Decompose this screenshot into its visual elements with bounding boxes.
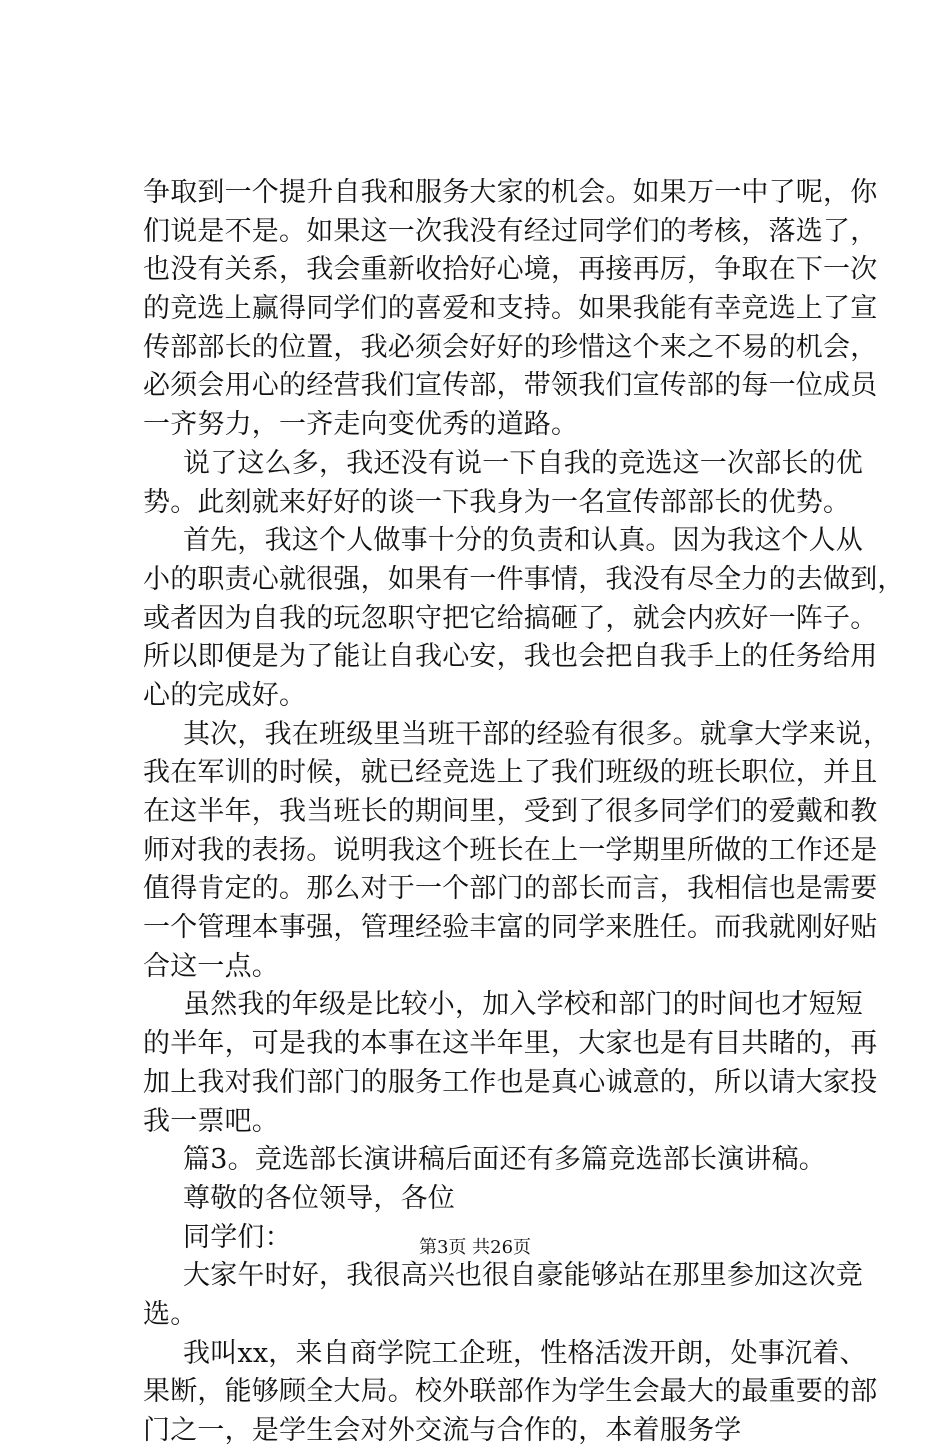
- text-line: 一齐努力，一齐走向变优秀的道路。: [143, 409, 579, 441]
- text-line: 尊敬的各位领导，各位: [183, 1182, 455, 1214]
- page-footer: 第3页 共26页: [418, 1237, 532, 1258]
- text-line: 我一票吧。: [143, 1105, 279, 1137]
- text-line: 同学们：: [183, 1221, 292, 1253]
- text-line: 必须会用心的经营我们宣传部，带领我们宣传部的每一位成员: [143, 370, 878, 402]
- text-line: 们说是不是。如果这一次我没有经过同学们的考核，落选了，: [143, 215, 878, 247]
- text-line: 大家午时好，我很高兴也很自豪能够站在那里参加这次竞: [183, 1260, 863, 1292]
- text-line: 小的职责心就很强，如果有一件事情，我没有尽全力的去做到，: [143, 563, 905, 595]
- text-line: 门之一，是学生会对外交流与合作的，本着服务学: [143, 1415, 742, 1446]
- text-line: 所以即便是为了能让自我心安，我也会把自我手上的任务给用: [143, 641, 878, 673]
- text-line: 加上我对我们部门的服务工作也是真心诚意的，所以请大家投: [143, 1066, 878, 1098]
- text-line: 的竞选上赢得同学们的喜爱和支持。如果我能有幸竞选上了宣: [143, 293, 878, 325]
- text-line: 说了这么多，我还没有说一下自我的竞选这一次部长的优: [183, 447, 863, 479]
- text-line: 心的完成好。: [143, 679, 307, 711]
- text-line: 一个管理本事强，管理经验丰富的同学来胜任。而我就刚好贴: [143, 912, 878, 944]
- text-line: 在这半年，我当班长的期间里，受到了很多同学们的爱戴和教: [143, 796, 878, 827]
- text-line: 篇3。竞选部长演讲稿后面还有多篇竞选部长演讲稿。: [183, 1144, 826, 1176]
- text-line: 首先，我这个人做事十分的负责和认真。因为我这个人从: [183, 525, 863, 557]
- text-line: 师对我的表扬。说明我这个班长在上一学期里所做的工作还是: [143, 834, 878, 866]
- text-line: 我叫xx，来自商学院工企班，性格活泼开朗，处事沉着、: [183, 1337, 867, 1369]
- text-line: 争取到一个提升自我和服务大家的机会。如果万一中了呢，你: [143, 177, 878, 208]
- text-line: 传部部长的位置，我必须会好好的珍惜这个来之不易的机会，: [143, 331, 878, 363]
- text-line: 虽然我的年级是比较小，加入学校和部门的时间也才短短: [183, 989, 863, 1021]
- text-line: 势。此刻就来好好的谈一下我身为一名宣传部部长的优势。: [143, 486, 851, 518]
- text-line: 值得肯定的。那么对于一个部门的部长而言，我相信也是需要: [143, 873, 878, 905]
- text-line: 选。: [143, 1298, 198, 1330]
- text-line: 果断，能够顾全大局。校外联部作为学生会最大的最重要的部: [143, 1376, 878, 1408]
- text-line: 我在军训的时候，就已经竞选上了我们班级的班长职位，并且: [143, 757, 878, 789]
- text-line: 其次，我在班级里当班干部的经验有很多。就拿大学来说，: [183, 718, 891, 750]
- text-line: 的半年，可是我的本事在这半年里，大家也是有目共睹的，再: [143, 1028, 878, 1060]
- text-line: 也没有关系，我会重新收拾好心境，再接再厉，争取在下一次: [143, 254, 878, 286]
- text-line: 合这一点。: [143, 950, 279, 982]
- text-line: 或者因为自我的玩忽职守把它给搞砸了，就会内疚好一阵子。: [143, 602, 878, 634]
